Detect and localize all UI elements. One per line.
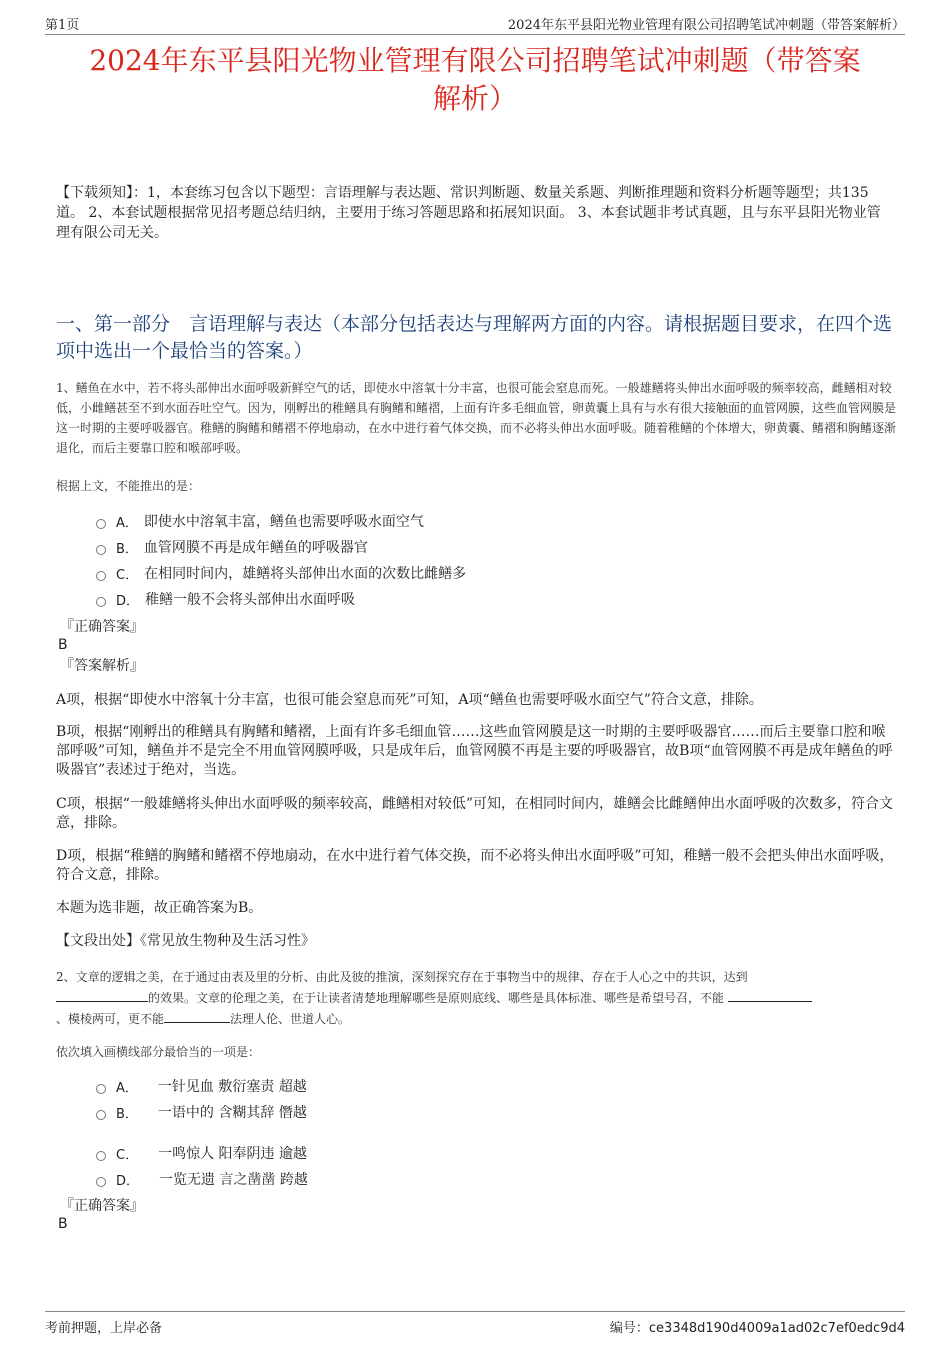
page-header <box>45 14 905 35</box>
q1-stem: 1、鳝鱼在水中，若不将头部伸出水面呼吸新鲜空气的话，即使水中溶氧十分丰富，也很可能会窒息而死。一般雄鳝将头伸出水面呼吸的频率较高，雌鳝相对较低，小雌鳝甚至不到水面吞吐空气。因为，刚孵出的稚鳝具有胸鳍和鳍褶，上面有许多毛细血管，卵黄囊上具有与水有很大接触面的血管网膜，这些血管网膜是这一时期的主要呼吸器官。稚鳝的胸鳍和鳍褶不停地扇动，在水中进行着气体交换，而不必将头伸出水面呼吸。随着稚鳝的个体增大，卵黄囊、鳍褶和胸鳍逐渐退化，而后主要靠口腔和喉部呼吸。 <box>56 381 897 455</box>
radio-icon[interactable] <box>96 1177 106 1187</box>
radio-icon[interactable] <box>96 519 106 529</box>
q1-option-c[interactable]: C． 在相同时间内，雄鳝将头部伸出水面的次数比雌鳝多 <box>96 560 466 586</box>
q2-option-b[interactable]: B． 一语中的 含糊其辞 僭越 <box>96 1099 307 1125</box>
q1-source: 【文段出处】《常见放生物种及生活习性》 <box>56 933 315 949</box>
q1-analysis-b: B项，根据“刚孵出的稚鳝具有胸鳍和鳍褶，上面有许多毛细血管……这些血管网膜是这一时期的主要呼吸器官……而后主要靠口腔和喉部呼吸”可知，鳝鱼并不是完全不用血管网膜呼吸，只是成年后，血管网膜不再是主要的呼吸器官，故B项“血管网膜不再是成年鳝鱼的呼吸器官”表述过于绝对，当选。 <box>56 724 893 778</box>
q1-analysis-a: A项，根据“即使水中溶氧十分丰富，也很可能会窒息而死”可知，A项“鳝鱼也需要呼吸水面空气”符合文意，排除。 <box>56 692 763 708</box>
q1-answer: B <box>58 637 68 653</box>
q2-answer-label: 『正确答案』 <box>60 1198 144 1214</box>
title-line-2: 解析） <box>432 82 517 115</box>
q2-option-d[interactable]: D． 一览无遗 言之凿凿 跨越 <box>96 1166 308 1192</box>
q2-question: 依次填入画横线部分最恰当的一项是： <box>56 1045 261 1059</box>
title-line-1: 2024年东平县阳光物业管理有限公司招聘笔试冲刺题（带答案 <box>89 44 861 77</box>
page-footer <box>45 1311 905 1336</box>
q2-options <box>96 1073 307 1125</box>
q2-option-a[interactable]: A． 一针见血 敷衍塞责 超越 <box>96 1073 307 1099</box>
radio-icon[interactable] <box>96 1151 106 1161</box>
blank-1 <box>56 987 148 1002</box>
radio-icon[interactable] <box>96 1110 106 1120</box>
q1-option-b[interactable]: B． 血管网膜不再是成年鳝鱼的呼吸器官 <box>96 534 466 560</box>
radio-icon[interactable] <box>96 545 106 555</box>
q2-options-cont <box>96 1140 308 1192</box>
page-number: 第1页 <box>45 18 80 33</box>
radio-icon[interactable] <box>96 571 106 581</box>
q1-options <box>96 508 466 612</box>
q1-analysis-d: D项，根据“稚鳝的胸鳍和鳍褶不停地扇动，在水中进行着气体交换，而不必将头伸出水面呼吸”可知，稚鳝一般不会把头伸出水面呼吸，符合文意，排除。 <box>56 848 894 883</box>
blank-2 <box>728 987 812 1002</box>
q2-option-c[interactable]: C． 一鸣惊人 阳奉阴违 逾越 <box>96 1140 308 1166</box>
q1-option-d[interactable]: D． 稚鳝一般不会将头部伸出水面呼吸 <box>96 586 466 612</box>
q1-question: 根据上文，不能推出的是： <box>56 479 201 493</box>
document-title <box>40 42 910 118</box>
footer-slogan: 考前押题，上岸必备 <box>45 1321 163 1336</box>
q1-analysis-c: C项，根据“一般雄鳝将头伸出水面呼吸的频率较高，雌鳝相对较低”可知，在相同时间内，雄鳝会比雌鳝伸出水面呼吸的次数多，符合文意，排除。 <box>56 796 894 831</box>
footer-code: 编号：ce3348d190d4009a1ad02c7ef0edc9d4 <box>609 1321 905 1336</box>
radio-icon[interactable] <box>96 1084 106 1094</box>
q1-answer-label: 『正确答案』 <box>60 619 144 635</box>
q1-conclusion: 本题为选非题，故正确答案为B。 <box>56 900 263 916</box>
download-notice: 【下载须知】：1，本套练习包含以下题型：言语理解与表达题、常识判断题、数量关系题、判断推理题和资料分析题等题型；共135道。 2、本套试题根据常见招考题总结归纳，主要用于练习答题思路和拓展知识面。 3、本套试题非考试真题，且与东平县阳光物业管理有限公司无关。 <box>56 185 881 241</box>
q1-option-a[interactable]: A． 即使水中溶氧丰富，鳝鱼也需要呼吸水面空气 <box>96 508 466 534</box>
blank-3 <box>164 1008 230 1023</box>
q1-analysis-label: 『答案解析』 <box>60 658 144 674</box>
q2-stem: 2、文章的逻辑之美，在于通过由表及里的分析、由此及彼的推演，深刻探究存在于事物当中的规律、存在于人心之中的共识，达到 的效果。文章的伦理之美，在于让读者清楚地理解哪些是原则底线、哪些是具体标准、哪些是希望号召，不能 、模棱两可，更不能 法理人伦、世道人心。 <box>56 967 898 1029</box>
radio-icon[interactable] <box>96 597 106 607</box>
header-doc-title: 2024年东平县阳光物业管理有限公司招聘笔试冲刺题（带答案解析） <box>507 18 905 33</box>
section-heading: 一、第一部分 言语理解与表达（本部分包括表达与理解两方面的内容。请根据题目要求，在四个选项中选出一个最恰当的答案。） <box>56 313 893 362</box>
q2-answer: B <box>58 1216 68 1232</box>
